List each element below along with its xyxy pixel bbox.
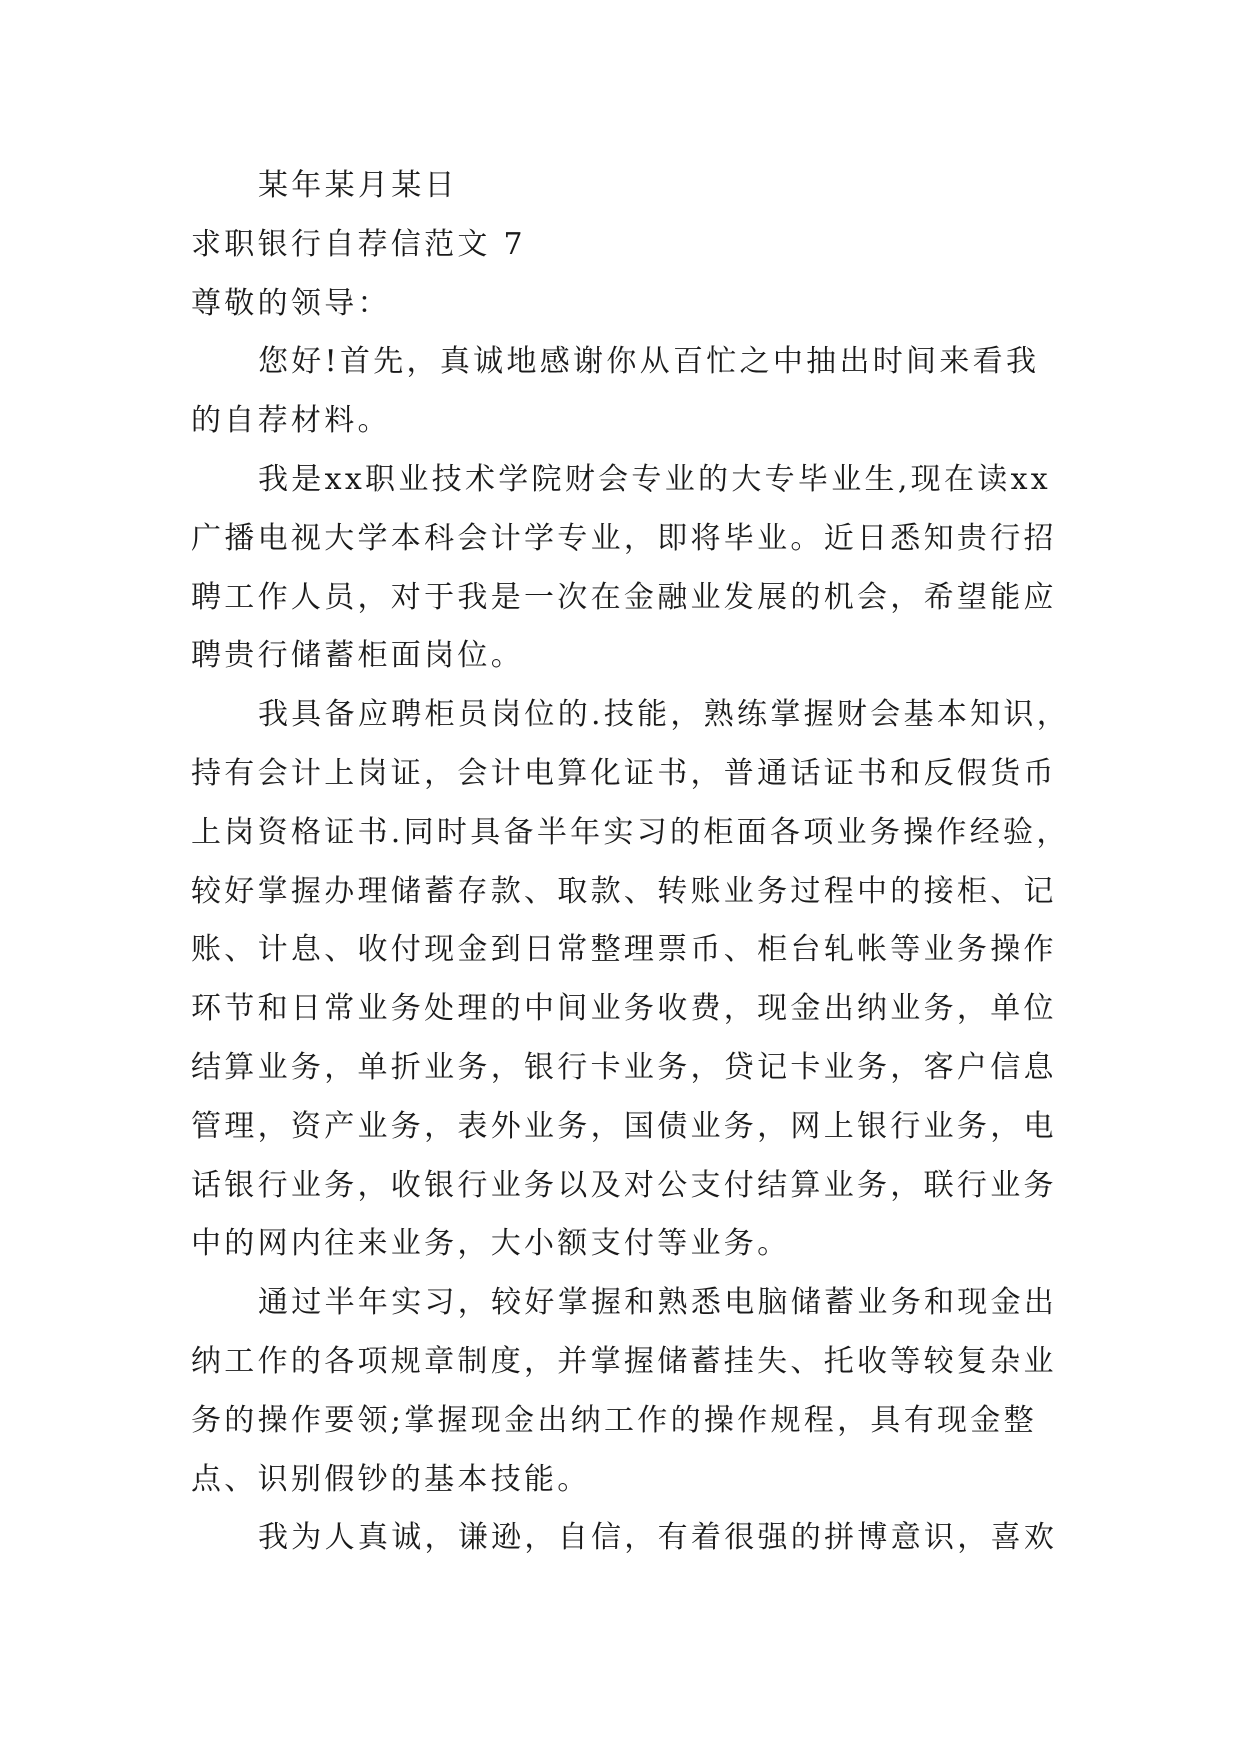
- paragraph: [191, 1274, 1121, 1509]
- paragraph-line: 我是xx职业技术学院财会专业的大专毕业生,现在读xx: [258, 461, 1052, 497]
- paragraph-line: 较好掌握办理储蓄存款、取款、转账业务过程中的接柜、记: [191, 873, 1057, 909]
- paragraph-line: 话银行业务，收银行业务以及对公支付结算业务，联行业务: [191, 1167, 1057, 1203]
- paragraph: [191, 451, 1121, 686]
- paragraph-line: 中的网内往来业务，大小额支付等业务。: [191, 1226, 791, 1262]
- letter-title: 求职银行自荐信范文 7: [191, 226, 526, 262]
- paragraph-line: 环节和日常业务处理的中间业务收费，现金出纳业务，单位: [191, 991, 1057, 1027]
- paragraph-line: 管理，资产业务，表外业务，国债业务，网上银行业务，电: [191, 1108, 1057, 1144]
- paragraph-line: 上岗资格证书.同时具备半年实习的柜面各项业务操作经验，: [191, 814, 1070, 850]
- paragraph-line: 点、识别假钞的基本技能。: [191, 1461, 591, 1497]
- paragraph: [191, 686, 1121, 1274]
- paragraph-line: 账、计息、收付现金到日常整理票币、柜台轧帐等业务操作: [191, 932, 1057, 968]
- paragraph-line: 持有会计上岗证，会计电算化证书，普通话证书和反假货币: [191, 755, 1057, 791]
- letter-body: [191, 157, 1121, 1568]
- paragraph-line: 聘工作人员，对于我是一次在金融业发展的机会，希望能应: [191, 579, 1057, 615]
- paragraph-line: 聘贵行储蓄柜面岗位。: [191, 638, 524, 674]
- paragraph-line: 通过半年实习，较好掌握和熟悉电脑储蓄业务和现金出: [258, 1285, 1058, 1321]
- paragraph-line: 务的操作要领;掌握现金出纳工作的操作规程，具有现金整: [191, 1402, 1037, 1438]
- paragraph-line: 我为人真诚，谦逊，自信，有着很强的拼博意识，喜欢: [258, 1520, 1058, 1556]
- paragraph: [191, 333, 1121, 451]
- paragraph: [191, 1509, 1121, 1568]
- paragraph-line: 纳工作的各项规章制度，并掌握储蓄挂失、托收等较复杂业: [191, 1343, 1057, 1379]
- salutation: 尊敬的领导：: [191, 285, 391, 321]
- paragraph-line: 结算业务，单折业务，银行卡业务，贷记卡业务，客户信息: [191, 1049, 1057, 1085]
- paragraph-line: 我具备应聘柜员岗位的.技能，熟练掌握财会基本知识，: [258, 697, 1071, 733]
- date-line: 某年某月某日: [258, 168, 458, 203]
- paragraph-line: 的自荐材料。: [191, 403, 391, 439]
- paragraph-line: 您好!首先，真诚地感谢你从百忙之中抽出时间来看我: [258, 344, 1040, 380]
- paragraph-line: 广播电视大学本科会计学专业，即将毕业。近日悉知贵行招: [191, 520, 1057, 556]
